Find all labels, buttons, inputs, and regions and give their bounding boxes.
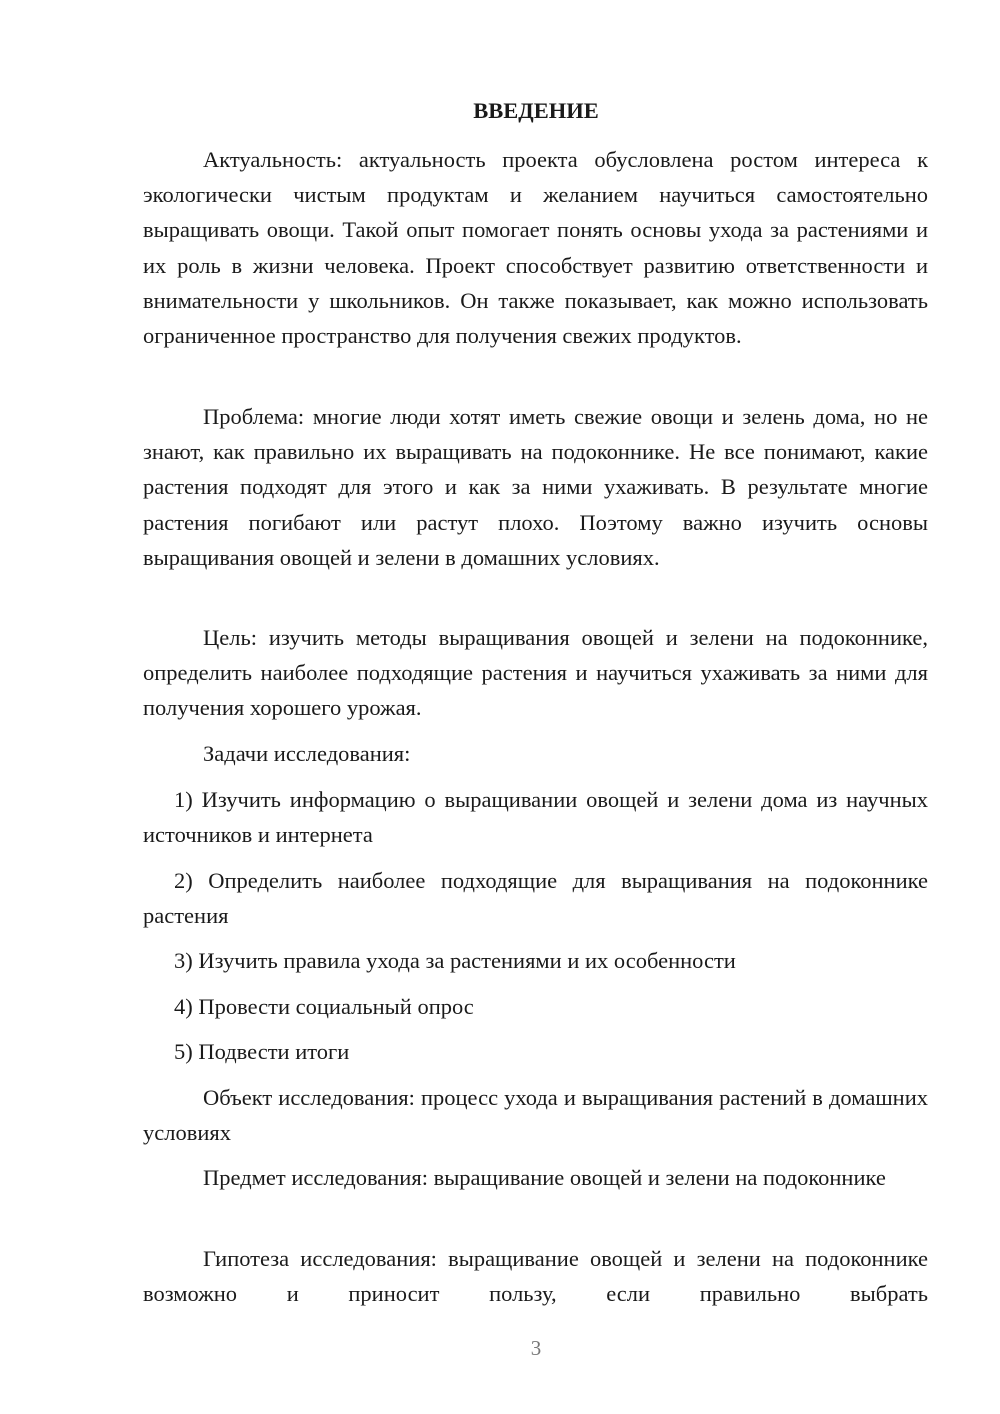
paragraph-hypothesis: Гипотеза исследования: выращивание овощей и зелени на подоконнике возможно и приносит пользу, если правильно выбрать (143, 1246, 928, 1307)
paragraph-subject: Предмет исследования: выращивание овощей и зелени на подоконнике (203, 1165, 886, 1190)
task-item: 5) Подвести итоги (174, 1039, 350, 1064)
paragraph-relevance: Актуальность: актуальность проекта обусловлена ростом интереса к экологически чистым продуктам и желанием научиться самостоятельно выращивать овощи. Такой опыт помогает понять основы ухода за растениями и их роль в жизни человека. Проект способствует развитию ответственности и внимательности у школьников. Он также показывает, как можно использовать ограниченное пространство для получения свежих продуктов. (143, 147, 928, 349)
page-title: ВВЕДЕНИЕ (473, 98, 599, 123)
task-item: 4) Провести социальный опрос (174, 994, 474, 1019)
task-item: 1) Изучить информацию о выращивании овощей и зелени дома из научных источников и интернета (143, 787, 928, 848)
page-number: 3 (530, 1336, 542, 1360)
paragraph-goal: Цель: изучить методы выращивания овощей и зелени на подоконнике, определить наиболее подходящие растения и научиться ухаживать за ними для получения хорошего урожая. (143, 625, 928, 721)
task-item: 2) Определить наиболее подходящие для выращивания на подоконнике растения (143, 868, 928, 929)
task-item: 3) Изучить правила ухода за растениями и их особенности (174, 948, 736, 973)
paragraph-tasks-heading: Задачи исследования: (203, 741, 411, 766)
paragraph-object: Объект исследования: процесс ухода и выращивания растений в домашних условиях (143, 1085, 928, 1146)
paragraph-problem: Проблема: многие люди хотят иметь свежие овощи и зелень дома, но не знают, как правильно их выращивать на подоконнике. Не все понимают, какие растения подходят для этого и как за ними ухаживать. В результате многие растения погибают или растут плохо. Поэтому важно изучить основы выращивания овощей и зелени в домашних условиях. (143, 404, 928, 570)
